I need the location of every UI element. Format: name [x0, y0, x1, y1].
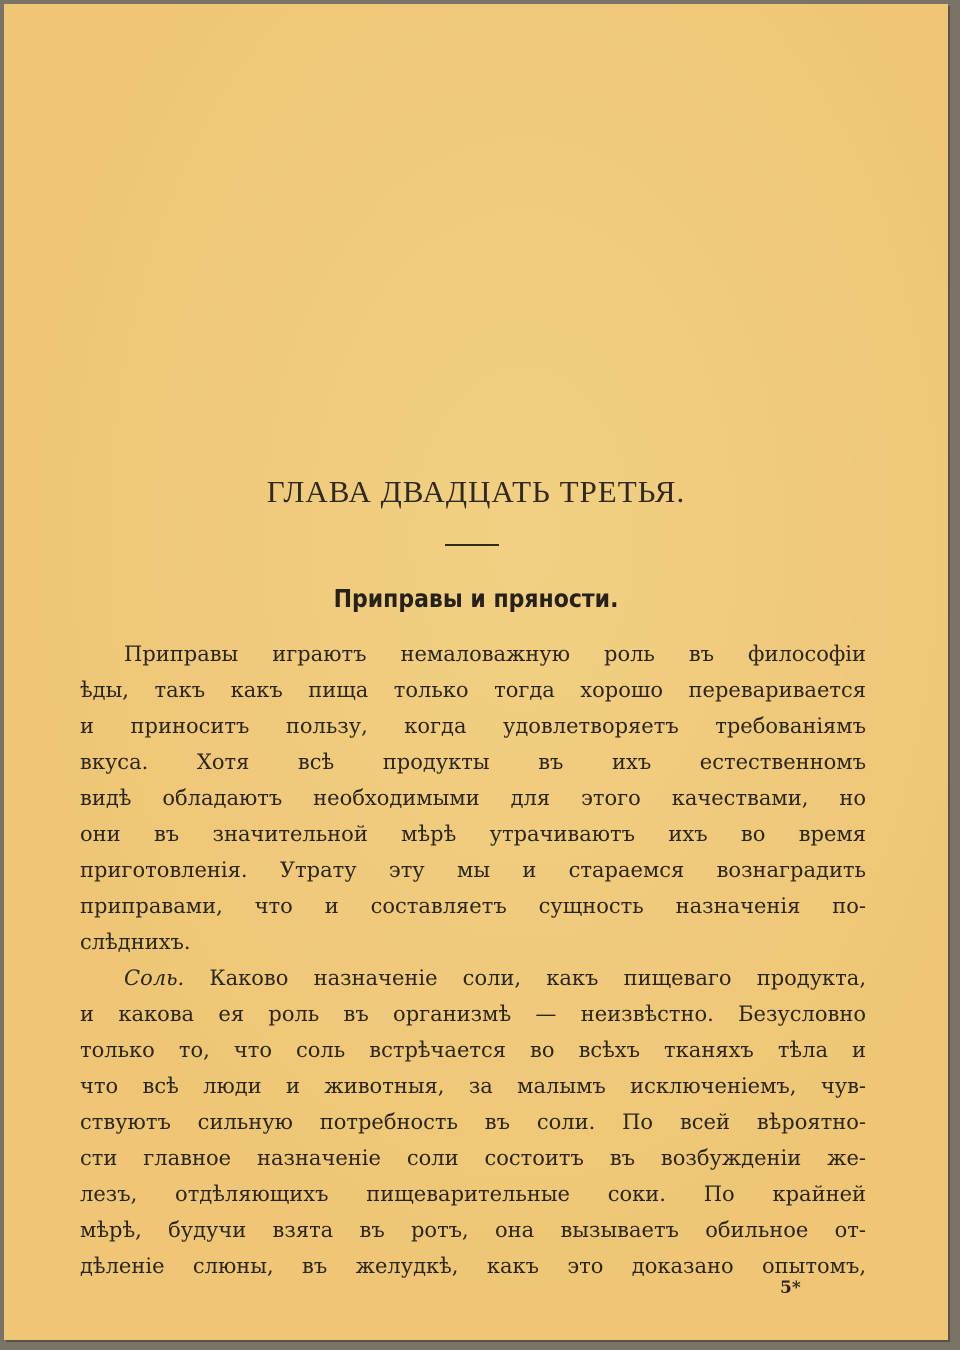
text-line: и приноситъ пользу, когда удовлетворяетъ требованіямъ	[80, 714, 866, 738]
text-line: лезъ, отдѣляющихъ пищеварительные соки. По крайней	[80, 1182, 866, 1206]
text-line: мѣрѣ, будучи взята въ ротъ, она вызываетъ обильное от-	[80, 1218, 866, 1242]
text-line: они въ значительной мѣрѣ утрачиваютъ ихъ во время	[80, 822, 866, 846]
text-line: дѣленіе слюны, въ желудкѣ, какъ это доказано опытомъ,	[80, 1254, 866, 1278]
text-line: вкуса. Хотя всѣ продукты въ ихъ естественномъ	[80, 750, 866, 774]
text-line: что всѣ люди и животныя, за малымъ исключеніемъ, чув-	[80, 1074, 866, 1098]
text-line: видѣ обладаютъ необходимыми для этого качествами, но	[80, 786, 866, 810]
title-divider	[445, 544, 499, 546]
text-line: приготовленія. Утрату эту мы и стараемся вознаградить	[80, 858, 866, 882]
text-line: приправами, что и составляетъ сущность назначенія по-	[80, 894, 866, 918]
text-line: сти главное назначеніе соли состоитъ въ возбужденіи же-	[80, 1146, 866, 1170]
text-line-with-term	[80, 960, 866, 996]
text-line: только то, что соль встрѣчается во всѣхъ тканяхъ тѣла и	[80, 1038, 866, 1062]
text-line-rest: Каково назначеніе соли, какъ пищеваго продукта,	[209, 966, 866, 990]
section-title: Приправы и пряности.	[333, 584, 619, 613]
text-line: Приправы играютъ немаловажную роль въ философіи	[124, 642, 866, 666]
text-line: ствуютъ сильную потребность въ соли. По всей вѣроятно-	[80, 1110, 866, 1134]
page-number: 5*	[780, 1278, 801, 1298]
text-line: слѣднихъ.	[80, 930, 191, 954]
term-label: Соль.	[124, 966, 185, 990]
chapter-title: ГЛАВА ДВАДЦАТЬ ТРЕТЬЯ.	[266, 474, 686, 509]
text-line: ѣды, такъ какъ пища только тогда хорошо переваривается	[80, 678, 866, 702]
text-line: и какова ея роль въ организмѣ — неизвѣстно. Безусловно	[80, 1002, 866, 1026]
book-page	[4, 4, 948, 1340]
body-text	[80, 636, 866, 1284]
